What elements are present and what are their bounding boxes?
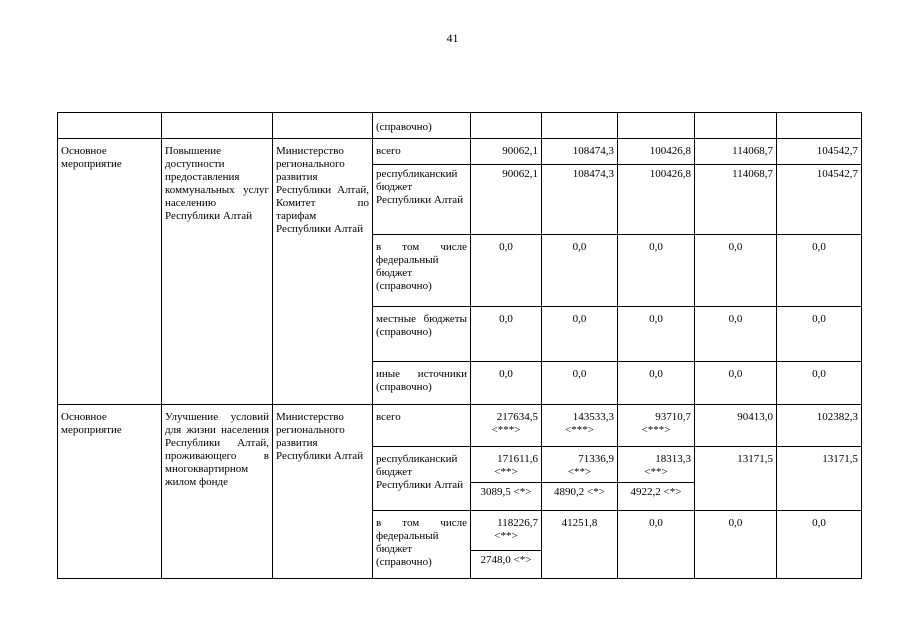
value-cell: 13171,5 [695,447,777,511]
value-cell [618,447,695,483]
executor-cell: Министерство регионального развития Республики Алтай, Комитет по тарифам Республики Алтай [273,139,373,405]
value-cell: 4922,2 <*> [618,483,695,511]
value-cell [542,447,618,483]
value-footnote: <**> [644,466,668,478]
value-cell [618,405,695,447]
value-cell: 100426,8 [618,139,695,165]
value-cell: 0,0 [542,362,618,405]
value-amount: 143533,3 [572,411,614,423]
value-cell: 108474,3 [542,165,618,235]
value-cell: 0,0 [471,362,542,405]
value-cell: 0,0 [695,511,777,579]
executor-cell: Министерство регионального развития Республики Алтай [273,405,373,579]
table-row [58,139,862,165]
funding-source-cell: всего [373,139,471,165]
value-footnote: <***> [491,424,521,436]
funding-source-cell: местные бюджеты (справочно) [373,307,471,362]
value-cell: 108474,3 [542,139,618,165]
value-cell: 0,0 [777,235,862,307]
measure-name-cell: Повышение доступности предоставления коммунальных услуг населению Республики Алтай [162,139,273,405]
table-cell [162,113,273,139]
value-cell [471,447,542,483]
table-row [58,405,862,447]
value-cell: 0,0 [542,307,618,362]
value-cell [471,511,542,551]
value-cell: 0,0 [618,511,695,579]
table-cell [777,113,862,139]
value-cell: 2748,0 <*> [471,551,542,579]
funding-source-cell: в том числе федеральный бюджет (справочно) [373,511,471,579]
value-footnote: <***> [565,424,594,436]
budget-table [57,112,862,579]
table-cell [542,113,618,139]
value-cell: 0,0 [471,307,542,362]
measure-type-cell: Основное мероприятие [58,405,162,579]
value-footnote: <**> [494,466,518,478]
value-cell: 0,0 [695,307,777,362]
value-amount: 93710,7 [655,411,691,423]
funding-source-cell: (справочно) [373,113,471,139]
table-cell [618,113,695,139]
value-amount: 18313,3 [655,453,691,465]
value-cell: 0,0 [618,307,695,362]
value-cell: 0,0 [471,235,542,307]
table-cell [58,113,162,139]
value-amount: 71336,9 [578,453,614,465]
value-cell: 104542,7 [777,165,862,235]
table-row [58,113,862,139]
value-cell [471,405,542,447]
value-cell: 90062,1 [471,165,542,235]
value-cell: 4890,2 <*> [542,483,618,511]
value-cell: 0,0 [777,307,862,362]
value-cell: 104542,7 [777,139,862,165]
value-amount: 217634,5 [496,411,538,423]
value-footnote: <***> [641,424,671,436]
value-cell: 90062,1 [471,139,542,165]
page-number: 41 [446,31,459,45]
value-cell: 0,0 [695,362,777,405]
value-footnote: <**> [567,466,592,478]
value-cell: 0,0 [777,362,862,405]
value-cell: 0,0 [618,235,695,307]
table-cell [471,113,542,139]
funding-source-cell: республиканский бюджет Республики Алтай [373,165,471,235]
measure-type-cell: Основное мероприятие [58,139,162,405]
value-cell: 114068,7 [695,165,777,235]
funding-source-cell: всего [373,405,471,447]
value-cell: 0,0 [618,362,695,405]
value-cell: 114068,7 [695,139,777,165]
funding-source-cell: республиканский бюджет Республики Алтай [373,447,471,511]
value-cell: 13171,5 [777,447,862,511]
value-cell: 0,0 [695,235,777,307]
value-amount: 171611,6 [497,453,538,465]
value-cell: 90413,0 [695,405,777,447]
value-cell: 3089,5 <*> [471,483,542,511]
measure-name-cell: Улучшение условий для жизни населения Республики Алтай, проживающего в многоквартирном жилом фонде [162,405,273,579]
value-cell: 100426,8 [618,165,695,235]
value-cell: 0,0 [777,511,862,579]
table-cell [273,113,373,139]
value-cell: 102382,3 [777,405,862,447]
value-amount: 118226,7 [497,517,538,529]
funding-source-cell: в том числе федеральный бюджет (справочно) [373,235,471,307]
value-cell: 0,0 [542,235,618,307]
funding-source-cell: иные источники (справочно) [373,362,471,405]
value-cell: 41251,8 [542,511,618,579]
table-cell [695,113,777,139]
value-footnote: <**> [494,530,518,542]
value-cell [542,405,618,447]
